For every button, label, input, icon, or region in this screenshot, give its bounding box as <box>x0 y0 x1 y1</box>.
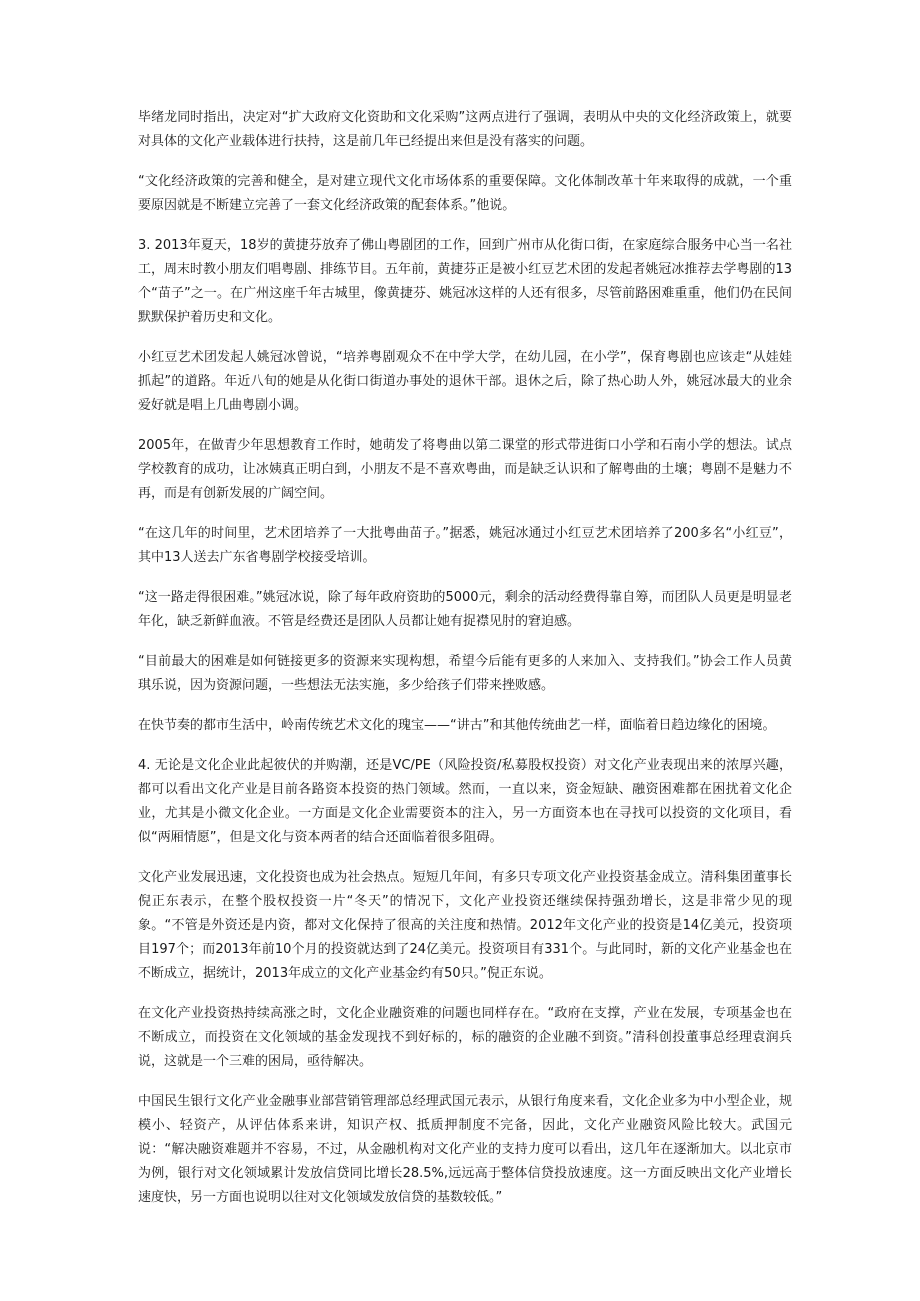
paragraph: “在这几年的时间里，艺术团培养了一大批粤曲苗子。”据悉，姚冠冰通过小红豆艺术团培养了200多名“小红豆”，其中13人送去广东省粤剧学校接受培训。 <box>138 526 792 565</box>
paragraph: 小红豆艺术团发起人姚冠冰曾说，“培养粤剧观众不在中学大学，在幼儿园，在小学”，保育粤剧也应该走“从娃娃抓起”的道路。年近八旬的她是从化街口街道办事处的退休干部。退休之后，除了热心助人外，姚冠冰最大的业余爱好就是唱上几曲粤剧小调。 <box>138 350 792 413</box>
document-body <box>138 106 792 1226</box>
paragraph: 4. 无论是文化企业此起彼伏的并购潮，还是VC/PE（风险投资/私募股权投资）对文化产业表现出来的浓厚兴趣，都可以看出文化产业是目前各路资本投资的热门领域。然而，一直以来，资金短缺、融资困难都在困扰着文化企业，尤其是小微文化企业。一方面是文化企业需要资本的注入，另一方面资本也在寻找可以投资的文化项目，看似“两厢情愿”，但是文化与资本两者的结合还面临着很多阻碍。 <box>138 758 792 845</box>
paragraph: 3. 2013年夏天，18岁的黄捷芬放弃了佛山粤剧团的工作，回到广州市从化街口街，在家庭综合服务中心当一名社工，周末时教小朋友们唱粤剧、排练节目。五年前，黄捷芬正是被小红豆艺术团的发起者姚冠冰推荐去学粤剧的13个“苗子”之一。在广州这座千年古城里，像黄捷芬、姚冠冰这样的人还有很多，尽管前路困难重重，他们仍在民间默默保护着历史和文化。 <box>138 238 792 325</box>
paragraph: 在文化产业投资热持续高涨之时，文化企业融资难的问题也同样存在。“政府在支撑，产业在发展，专项基金也在不断成立，而投资在文化领域的基金发现找不到好标的，标的融资的企业融不到资。”清科创投董事总经理袁润兵说，这就是一个三难的困局，亟待解决。 <box>138 1006 792 1069</box>
paragraph: “目前最大的困难是如何链接更多的资源来实现构想，希望今后能有更多的人来加入、支持我们。”协会工作人员黄琪乐说，因为资源问题，一些想法无法实施，多少给孩子们带来挫败感。 <box>138 654 792 693</box>
paragraph: “这一路走得很困难。”姚冠冰说，除了每年政府资助的5000元，剩余的活动经费得靠自筹，而团队人员更是明显老年化，缺乏新鲜血液。不管是经费还是团队人员都让她有捉襟见肘的窘迫感。 <box>138 590 792 629</box>
paragraph: 文化产业发展迅速，文化投资也成为社会热点。短短几年间，有多只专项文化产业投资基金成立。清科集团董事长倪正东表示，在整个股权投资一片“冬天”的情况下，文化产业投资还继续保持强劲增长，这是非常少见的现象。“不管是外资还是内资，都对文化保持了很高的关注度和热情。2012年文化产业的投资是14亿美元，投资项目197个；而2013年前10个月的投资就达到了24亿美元。投资项目有331个。与此同时，新的文化产业基金也在不断成立，据统计，2013年成立的文化产业基金约有50只。”倪正东说。 <box>138 870 792 981</box>
paragraph: 毕绪龙同时指出，决定对“扩大政府文化资助和文化采购”这两点进行了强调，表明从中央的文化经济政策上，就要对具体的文化产业载体进行扶持，这是前几年已经提出来但是没有落实的问题。 <box>138 110 792 149</box>
paragraph: 2005年，在做青少年思想教育工作时，她萌发了将粤曲以第二课堂的形式带进街口小学和石南小学的想法。试点学校教育的成功，让冰姨真正明白到，小朋友不是不喜欢粤曲，而是缺乏认识和了解粤曲的土壤；粤剧不是魅力不再，而是有创新发展的广阔空间。 <box>138 438 792 501</box>
paragraph: 在快节奏的都市生活中，岭南传统艺术文化的瑰宝——“讲古”和其他传统曲艺一样，面临着日趋边缘化的困境。 <box>138 718 776 733</box>
paragraph: 中国民生银行文化产业金融事业部营销管理部总经理武国元表示，从银行角度来看，文化企业多为中小型企业，规模小、轻资产，从评估体系来讲，知识产权、抵质押制度不完备，因此，文化产业融资风险比较大。武国元说：“解决融资难题并不容易，不过，从金融机构对文化产业的支持力度可以看出，这几年在逐渐加大。以北京市为例，银行对文化领域累计发放信贷同比增长28.5%,远远高于整体信贷投放速度。这一方面反映出文化产业增长速度快，另一方面也说明以往对文化领域发放信贷的基数较低。” <box>138 1094 792 1205</box>
paragraph: “文化经济政策的完善和健全，是对建立现代文化市场体系的重要保障。文化体制改革十年来取得的成就，一个重要原因就是不断建立完善了一套文化经济政策的配套体系。”他说。 <box>138 174 792 213</box>
